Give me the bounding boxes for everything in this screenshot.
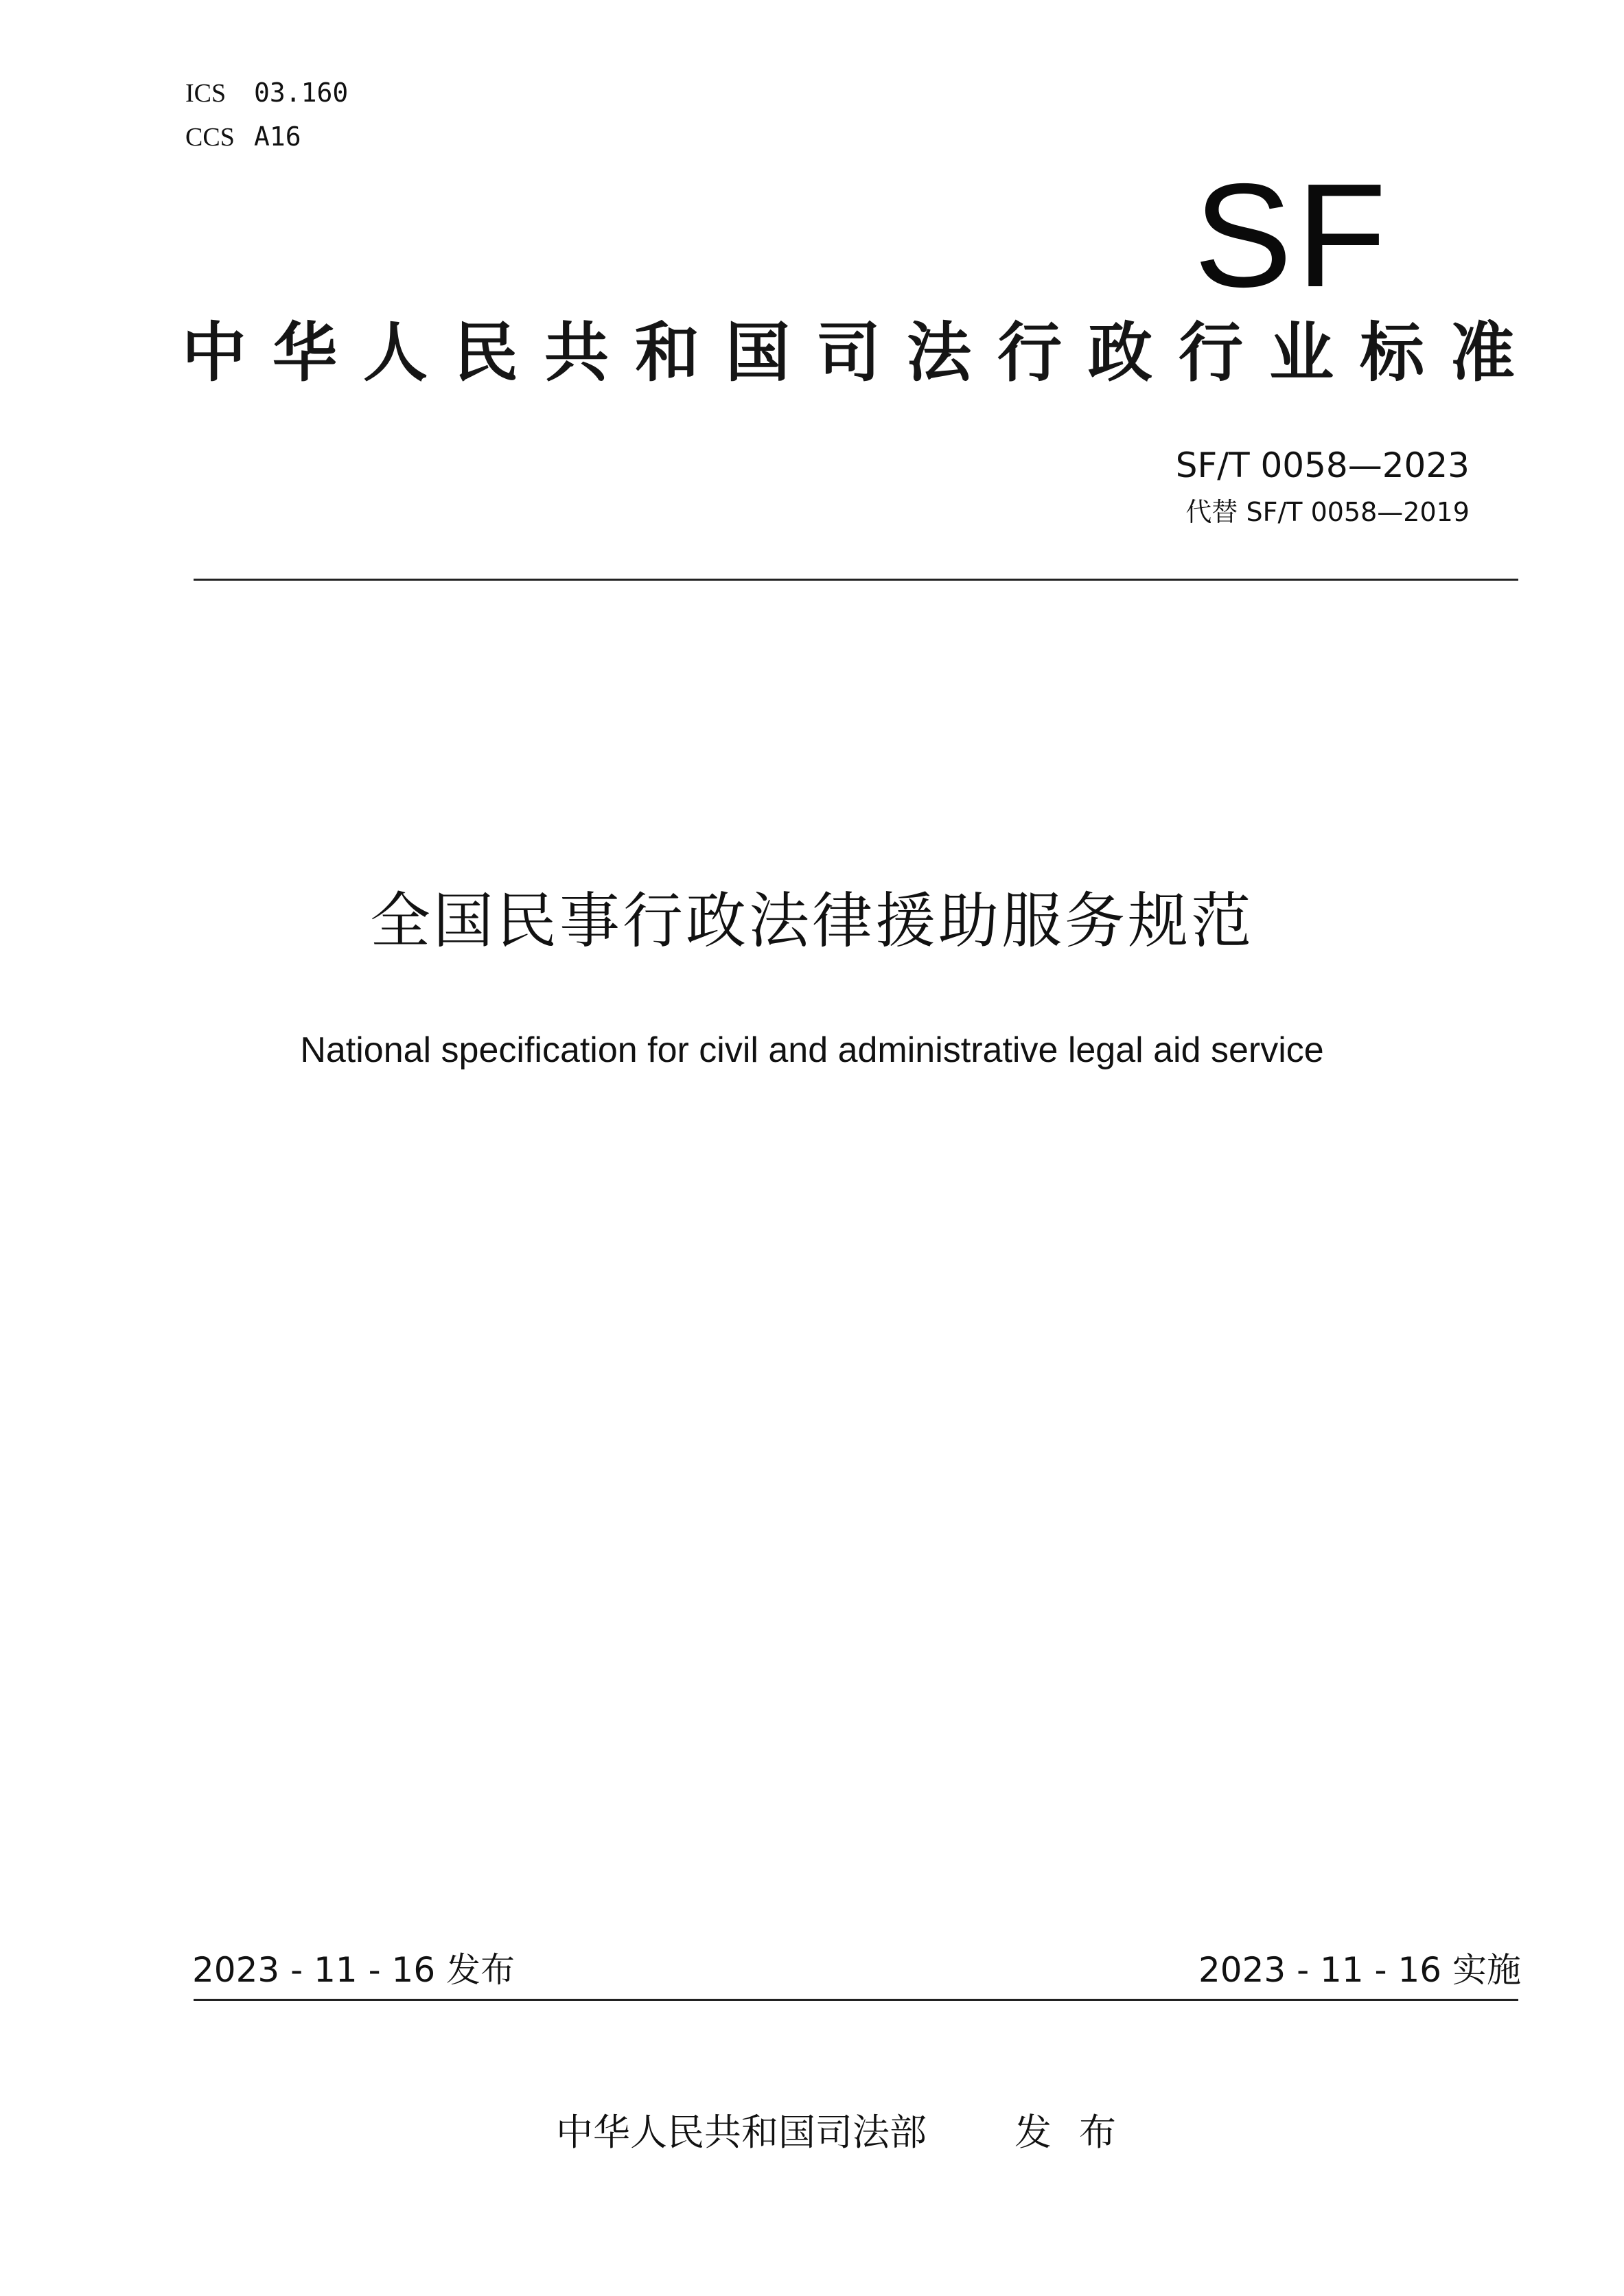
ics-value: 03.160 <box>254 78 349 108</box>
ics-label: ICS <box>185 79 227 108</box>
issuer-name: 中华人民共和国司法部 <box>556 2111 927 2154</box>
standard-type-heading: 中华人民共和国司法行政行业标准 <box>182 316 1542 391</box>
sf-logo: SF <box>1194 152 1391 318</box>
ics-row <box>185 77 348 109</box>
standard-number: SF/T 0058—2023 <box>1175 445 1470 485</box>
document-title-en: National specification for civil and administrative legal aid service <box>300 1030 1324 1070</box>
issue-word: 发布 <box>1014 2111 1144 2154</box>
replaces-note: 代替 SF/T 0058—2019 <box>1185 497 1470 527</box>
document-title-cn: 全国民事行政法律援助服务规范 <box>369 885 1254 956</box>
header-divider <box>194 579 1518 581</box>
ccs-value: A16 <box>254 121 301 152</box>
ccs-row <box>185 121 301 153</box>
ccs-label: CCS <box>185 123 235 152</box>
issue-date: 2023 - 11 - 16 发布 <box>192 1950 515 1990</box>
implement-date: 2023 - 11 - 16 实施 <box>1198 1950 1521 1990</box>
footer-divider <box>194 1999 1518 2001</box>
